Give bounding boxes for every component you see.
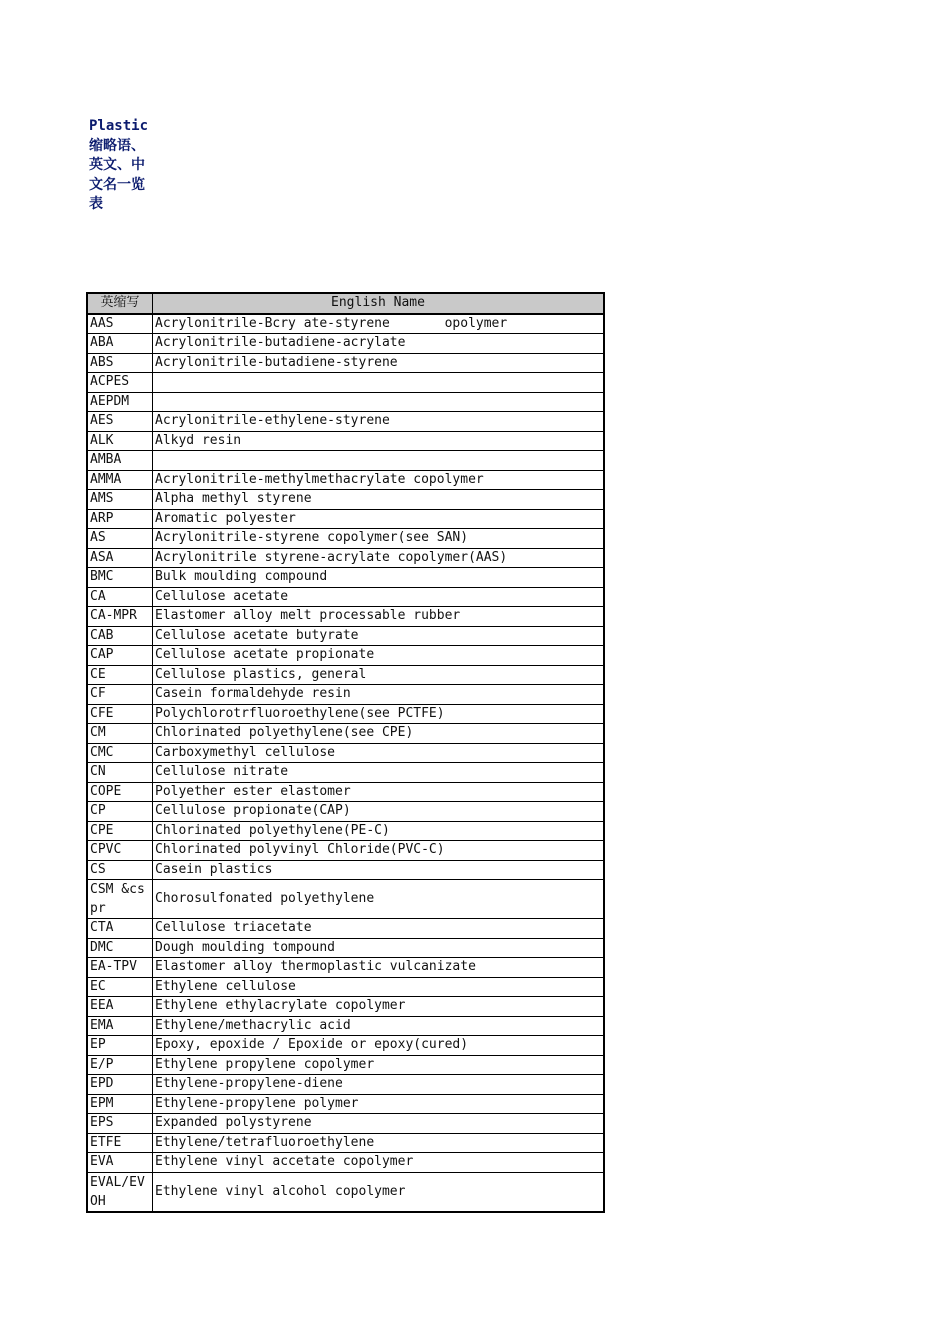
page-title: Plastic缩略语、英文、中文名一览表: [89, 118, 149, 213]
english-name-cell[interactable]: Casein plastics: [153, 860, 605, 880]
abbreviation-cell[interactable]: ALK: [87, 431, 153, 451]
header-english-name[interactable]: English Name: [153, 293, 605, 314]
abbreviation-cell[interactable]: CPVC: [87, 841, 153, 861]
table-row: [87, 626, 604, 646]
abbreviation-cell[interactable]: BMC: [87, 568, 153, 588]
table-row: [87, 841, 604, 861]
english-name-cell[interactable]: Carboxymethyl cellulose: [153, 743, 605, 763]
english-name-cell[interactable]: Acrylonitrile-butadiene-styrene: [153, 353, 605, 373]
english-name-cell[interactable]: Ethylene propylene copolymer: [153, 1055, 605, 1075]
abbreviation-cell[interactable]: EEA: [87, 997, 153, 1017]
table-row: [87, 314, 604, 334]
table-row: [87, 373, 604, 393]
table-row: [87, 334, 604, 354]
english-name-cell[interactable]: Alpha methyl styrene: [153, 490, 605, 510]
english-name-cell[interactable]: Ethylene-propylene-diene: [153, 1075, 605, 1095]
table-row: [87, 548, 604, 568]
table-row: [87, 587, 604, 607]
table-row: [87, 1055, 604, 1075]
table-row: [87, 938, 604, 958]
table-row: [87, 1172, 604, 1212]
abbreviation-cell[interactable]: EC: [87, 977, 153, 997]
abbreviation-cell[interactable]: CTA: [87, 919, 153, 939]
table-row: [87, 802, 604, 822]
english-name-cell[interactable]: Ethylene cellulose: [153, 977, 605, 997]
abbreviation-cell[interactable]: AMS: [87, 490, 153, 510]
table-row: [87, 490, 604, 510]
table-row: [87, 646, 604, 666]
table-row: [87, 958, 604, 978]
table-row: [87, 704, 604, 724]
english-name-cell[interactable]: Cellulose acetate: [153, 587, 605, 607]
table-row: [87, 860, 604, 880]
english-name-cell[interactable]: Cellulose propionate(CAP): [153, 802, 605, 822]
table-row: [87, 1075, 604, 1095]
abbreviation-cell[interactable]: EMA: [87, 1016, 153, 1036]
abbreviation-cell[interactable]: ABS: [87, 353, 153, 373]
abbreviation-cell[interactable]: CM: [87, 724, 153, 744]
abbreviation-cell[interactable]: EA-TPV: [87, 958, 153, 978]
table-row: [87, 451, 604, 471]
abbreviation-cell[interactable]: AES: [87, 412, 153, 432]
abbreviation-cell[interactable]: COPE: [87, 782, 153, 802]
table-row: [87, 392, 604, 412]
table-row: [87, 1133, 604, 1153]
english-name-cell[interactable]: Chlorinated polyethylene(PE-C): [153, 821, 605, 841]
english-name-cell[interactable]: Alkyd resin: [153, 431, 605, 451]
abbreviation-cell[interactable]: CPE: [87, 821, 153, 841]
abbreviation-cell[interactable]: AS: [87, 529, 153, 549]
abbreviation-cell[interactable]: CP: [87, 802, 153, 822]
table-row: [87, 743, 604, 763]
abbreviation-cell[interactable]: ASA: [87, 548, 153, 568]
english-name-cell[interactable]: Cellulose nitrate: [153, 763, 605, 783]
table-row: [87, 1016, 604, 1036]
abbreviation-cell[interactable]: CSM &cspr: [87, 880, 153, 919]
abbreviation-cell[interactable]: CN: [87, 763, 153, 783]
table-row: [87, 821, 604, 841]
abbreviation-cell[interactable]: AMBA: [87, 451, 153, 471]
table-row: [87, 1114, 604, 1134]
abbreviation-cell[interactable]: ETFE: [87, 1133, 153, 1153]
table-row: [87, 1094, 604, 1114]
abbreviation-table: [86, 292, 605, 1213]
abbreviation-cell[interactable]: EPS: [87, 1114, 153, 1134]
english-name-cell[interactable]: Acrylonitrile-butadiene-acrylate: [153, 334, 605, 354]
abbreviation-cell[interactable]: EPD: [87, 1075, 153, 1095]
table-row: [87, 880, 604, 919]
english-name-cell[interactable]: Bulk moulding compound: [153, 568, 605, 588]
abbreviation-cell[interactable]: EVAL/EVOH: [87, 1172, 153, 1212]
english-name-cell[interactable]: [153, 392, 605, 412]
abbreviation-cell[interactable]: AEPDM: [87, 392, 153, 412]
abbreviation-cell[interactable]: ACPES: [87, 373, 153, 393]
table-row: [87, 685, 604, 705]
english-name-cell[interactable]: Acrylonitrile styrene-acrylate copolymer(AAS): [153, 548, 605, 568]
table-row: [87, 763, 604, 783]
english-name-cell[interactable]: Acrylonitrile-ethylene-styrene: [153, 412, 605, 432]
abbreviation-cell[interactable]: CE: [87, 665, 153, 685]
abbreviation-cell[interactable]: DMC: [87, 938, 153, 958]
table-row: [87, 529, 604, 549]
abbreviation-cell[interactable]: CAP: [87, 646, 153, 666]
english-name-cell[interactable]: Polychlorotrfluoroethylene(see PCTFE): [153, 704, 605, 724]
table-row: [87, 977, 604, 997]
english-name-cell[interactable]: [153, 451, 605, 471]
table-row: [87, 353, 604, 373]
table-row: [87, 782, 604, 802]
table-row: [87, 919, 604, 939]
english-name-cell[interactable]: Chorosulfonated polyethylene: [153, 880, 605, 919]
table-row: [87, 412, 604, 432]
table-row: [87, 1036, 604, 1056]
english-name-cell[interactable]: Cellulose acetate propionate: [153, 646, 605, 666]
abbreviation-cell[interactable]: CA-MPR: [87, 607, 153, 627]
abbreviation-cell[interactable]: CS: [87, 860, 153, 880]
table-row: [87, 665, 604, 685]
abbreviation-cell[interactable]: CMC: [87, 743, 153, 763]
english-name-cell[interactable]: Casein formaldehyde resin: [153, 685, 605, 705]
english-name-cell[interactable]: Ethylene/methacrylic acid: [153, 1016, 605, 1036]
english-name-cell[interactable]: Acrylonitrile-methylmethacrylate copolymer: [153, 470, 605, 490]
english-name-cell[interactable]: Chlorinated polyethylene(see CPE): [153, 724, 605, 744]
table-header-row: [87, 293, 604, 314]
english-name-cell[interactable]: Ethylene ethylacrylate copolymer: [153, 997, 605, 1017]
english-name-cell[interactable]: Acrylonitrile-Bcry ate-styrene opolymer: [153, 314, 605, 334]
english-name-cell[interactable]: Cellulose plastics, general: [153, 665, 605, 685]
table-row: [87, 1153, 604, 1173]
english-name-cell[interactable]: Chlorinated polyvinyl Chloride(PVC-C): [153, 841, 605, 861]
english-name-cell[interactable]: Polyether ester elastomer: [153, 782, 605, 802]
abbreviation-cell[interactable]: CFE: [87, 704, 153, 724]
table-row: [87, 997, 604, 1017]
table-body: [87, 314, 604, 1212]
english-name-cell[interactable]: Ethylene/tetrafluoroethylene: [153, 1133, 605, 1153]
abbreviation-cell[interactable]: ARP: [87, 509, 153, 529]
english-name-cell[interactable]: Epoxy, epoxide / Epoxide or epoxy(cured): [153, 1036, 605, 1056]
abbreviation-cell[interactable]: AAS: [87, 314, 153, 334]
table-row: [87, 509, 604, 529]
table-row: [87, 568, 604, 588]
english-name-cell[interactable]: Acrylonitrile-styrene copolymer(see SAN): [153, 529, 605, 549]
abbreviation-cell[interactable]: E/P: [87, 1055, 153, 1075]
abbreviation-cell[interactable]: AMMA: [87, 470, 153, 490]
english-name-cell[interactable]: Ethylene vinyl accetate copolymer: [153, 1153, 605, 1173]
english-name-cell[interactable]: Expanded polystyrene: [153, 1114, 605, 1134]
english-name-cell[interactable]: [153, 373, 605, 393]
header-abbreviation[interactable]: 英缩写: [87, 293, 153, 314]
abbreviation-cell[interactable]: CAB: [87, 626, 153, 646]
english-name-cell[interactable]: Ethylene-propylene polymer: [153, 1094, 605, 1114]
table-row: [87, 607, 604, 627]
english-name-cell[interactable]: Cellulose triacetate: [153, 919, 605, 939]
abbreviation-cell[interactable]: CF: [87, 685, 153, 705]
english-name-cell[interactable]: Aromatic polyester: [153, 509, 605, 529]
table-row: [87, 431, 604, 451]
abbreviation-cell[interactable]: CA: [87, 587, 153, 607]
abbreviation-cell[interactable]: EVA: [87, 1153, 153, 1173]
english-name-cell[interactable]: Dough moulding tompound: [153, 938, 605, 958]
table-row: [87, 724, 604, 744]
english-name-cell[interactable]: Elastomer alloy melt processable rubber: [153, 607, 605, 627]
abbreviation-cell[interactable]: EP: [87, 1036, 153, 1056]
abbreviation-cell[interactable]: ABA: [87, 334, 153, 354]
english-name-cell[interactable]: Ethylene vinyl alcohol copolymer: [153, 1172, 605, 1212]
table-row: [87, 470, 604, 490]
abbreviation-cell[interactable]: EPM: [87, 1094, 153, 1114]
english-name-cell[interactable]: Elastomer alloy thermoplastic vulcanizate: [153, 958, 605, 978]
english-name-cell[interactable]: Cellulose acetate butyrate: [153, 626, 605, 646]
